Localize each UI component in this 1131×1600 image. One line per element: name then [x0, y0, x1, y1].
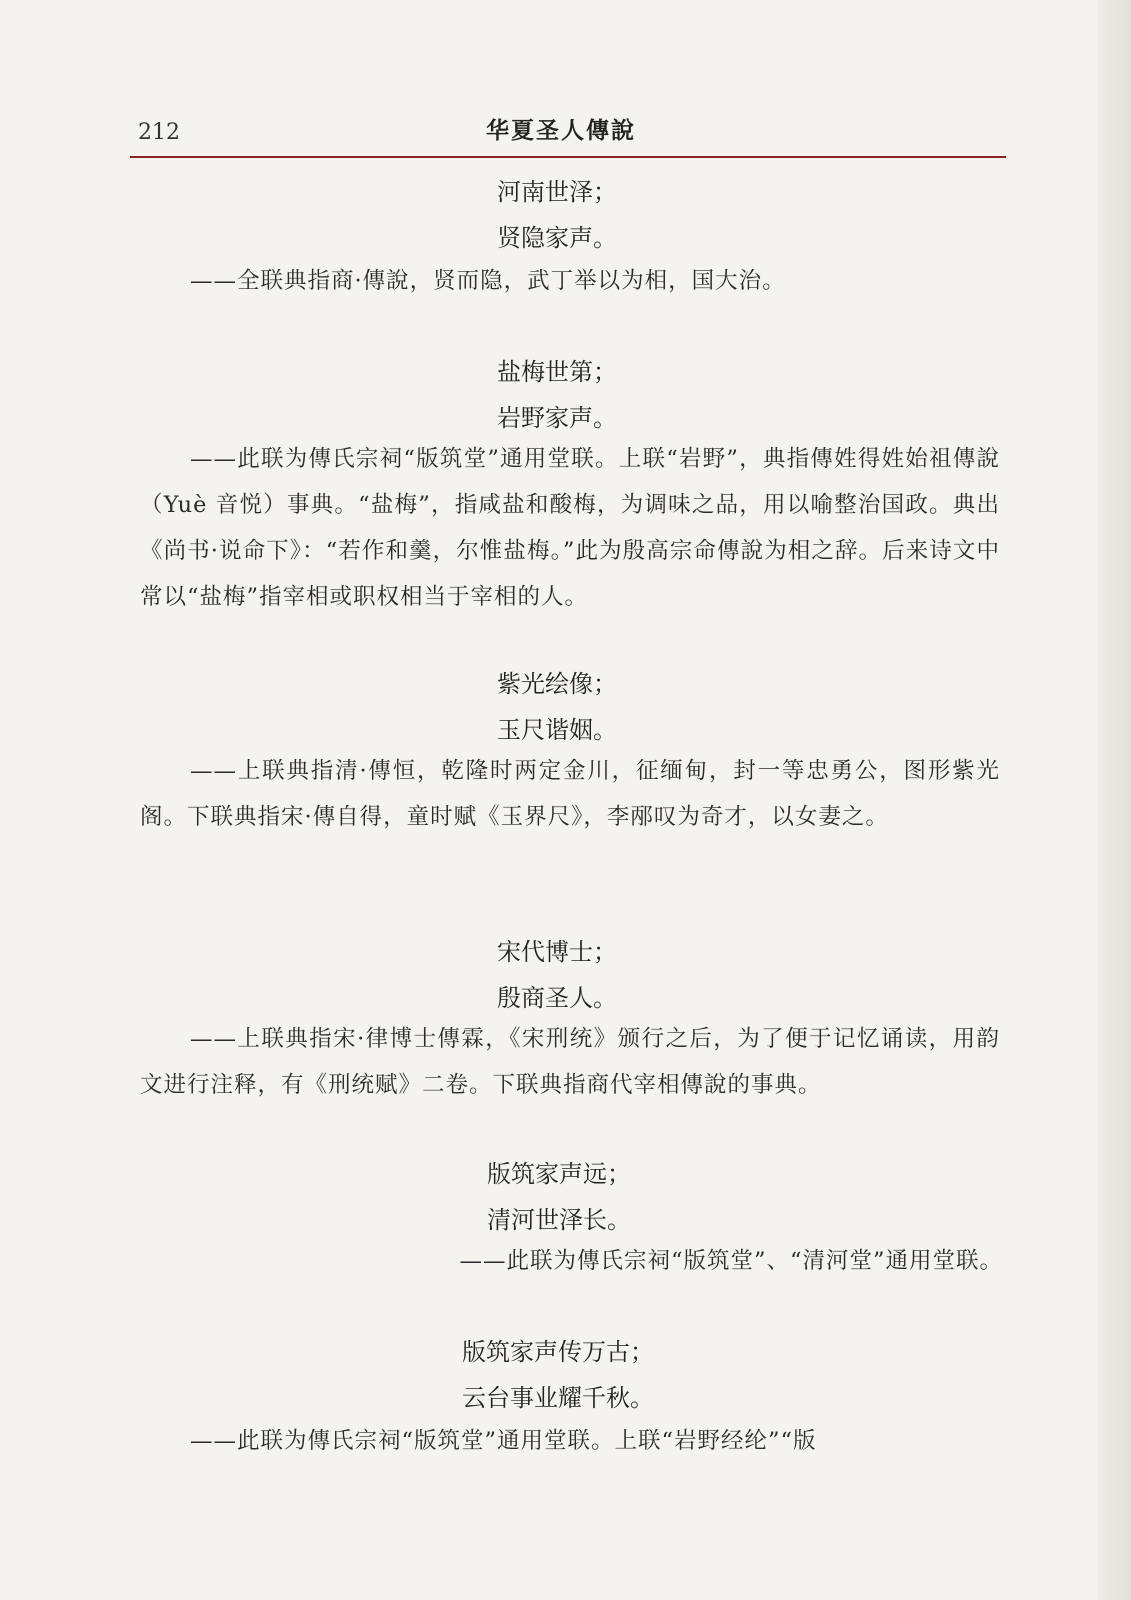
couplet-upper-line: 盐梅世第；	[497, 358, 617, 386]
couplet-lower-line: 清河世泽长。	[487, 1206, 631, 1234]
page-number: 212	[138, 120, 180, 145]
couplet-note: ——上联典指清·傳恒，乾隆时两定金川，征缅甸，封一等忠勇公，图形紫光阁。下联典指宋·傳自得，童时赋《玉界尺》，李邴叹为奇才，以女妻之。	[140, 758, 1000, 830]
couplet-upper-line: 河南世泽；	[497, 178, 617, 206]
couplet-upper-line: 版筑家声传万古；	[462, 1338, 654, 1366]
couplet-lower-line: 玉尺谐姻。	[497, 716, 617, 744]
couplet-note: ——此联为傳氏宗祠“版筑堂”通用堂联。上联“岩野经纶”“版	[190, 1428, 817, 1454]
couplet-note: ——全联典指商·傳說，贤而隐，武丁举以为相，国大治。	[190, 268, 786, 294]
couplet-upper-line: 宋代博士；	[497, 938, 617, 966]
couplet-lower-line: 殷商圣人。	[497, 984, 617, 1012]
couplet-note: ——上联典指宋·律博士傳霖，《宋刑统》颁行之后，为了便于记忆诵读，用韵文进行注释，有《刑统赋》二卷。下联典指商代宰相傳說的事典。	[140, 1026, 1000, 1098]
running-title: 华夏圣人傳說	[486, 117, 636, 144]
couplet-lower-line: 岩野家声。	[497, 404, 617, 432]
couplet-upper-line: 紫光绘像；	[497, 670, 617, 698]
couplet-upper-line: 版筑家声远；	[487, 1160, 631, 1188]
couplet-lower-line: 云台事业耀千秋。	[462, 1384, 654, 1412]
couplet-lower-line: 贤隐家声。	[497, 224, 617, 252]
couplet-note: ——此联为傳氏宗祠“版筑堂”通用堂联。上联“岩野”，典指傳姓得姓始祖傳說（Yuè 音悦）事典。“盐梅”，指咸盐和酸梅，为调味之品，用以喻整治国政。典出《尚书·说命下》：“若作和羹，尔惟盐梅。”此为殷高宗命傳說为相之辞。后来诗文中常以“盐梅”指宰相或职权相当于宰相的人。	[140, 446, 1000, 610]
couplet-note: ——此联为傳氏宗祠“版筑堂”、“清河堂”通用堂联。	[459, 1248, 1003, 1274]
